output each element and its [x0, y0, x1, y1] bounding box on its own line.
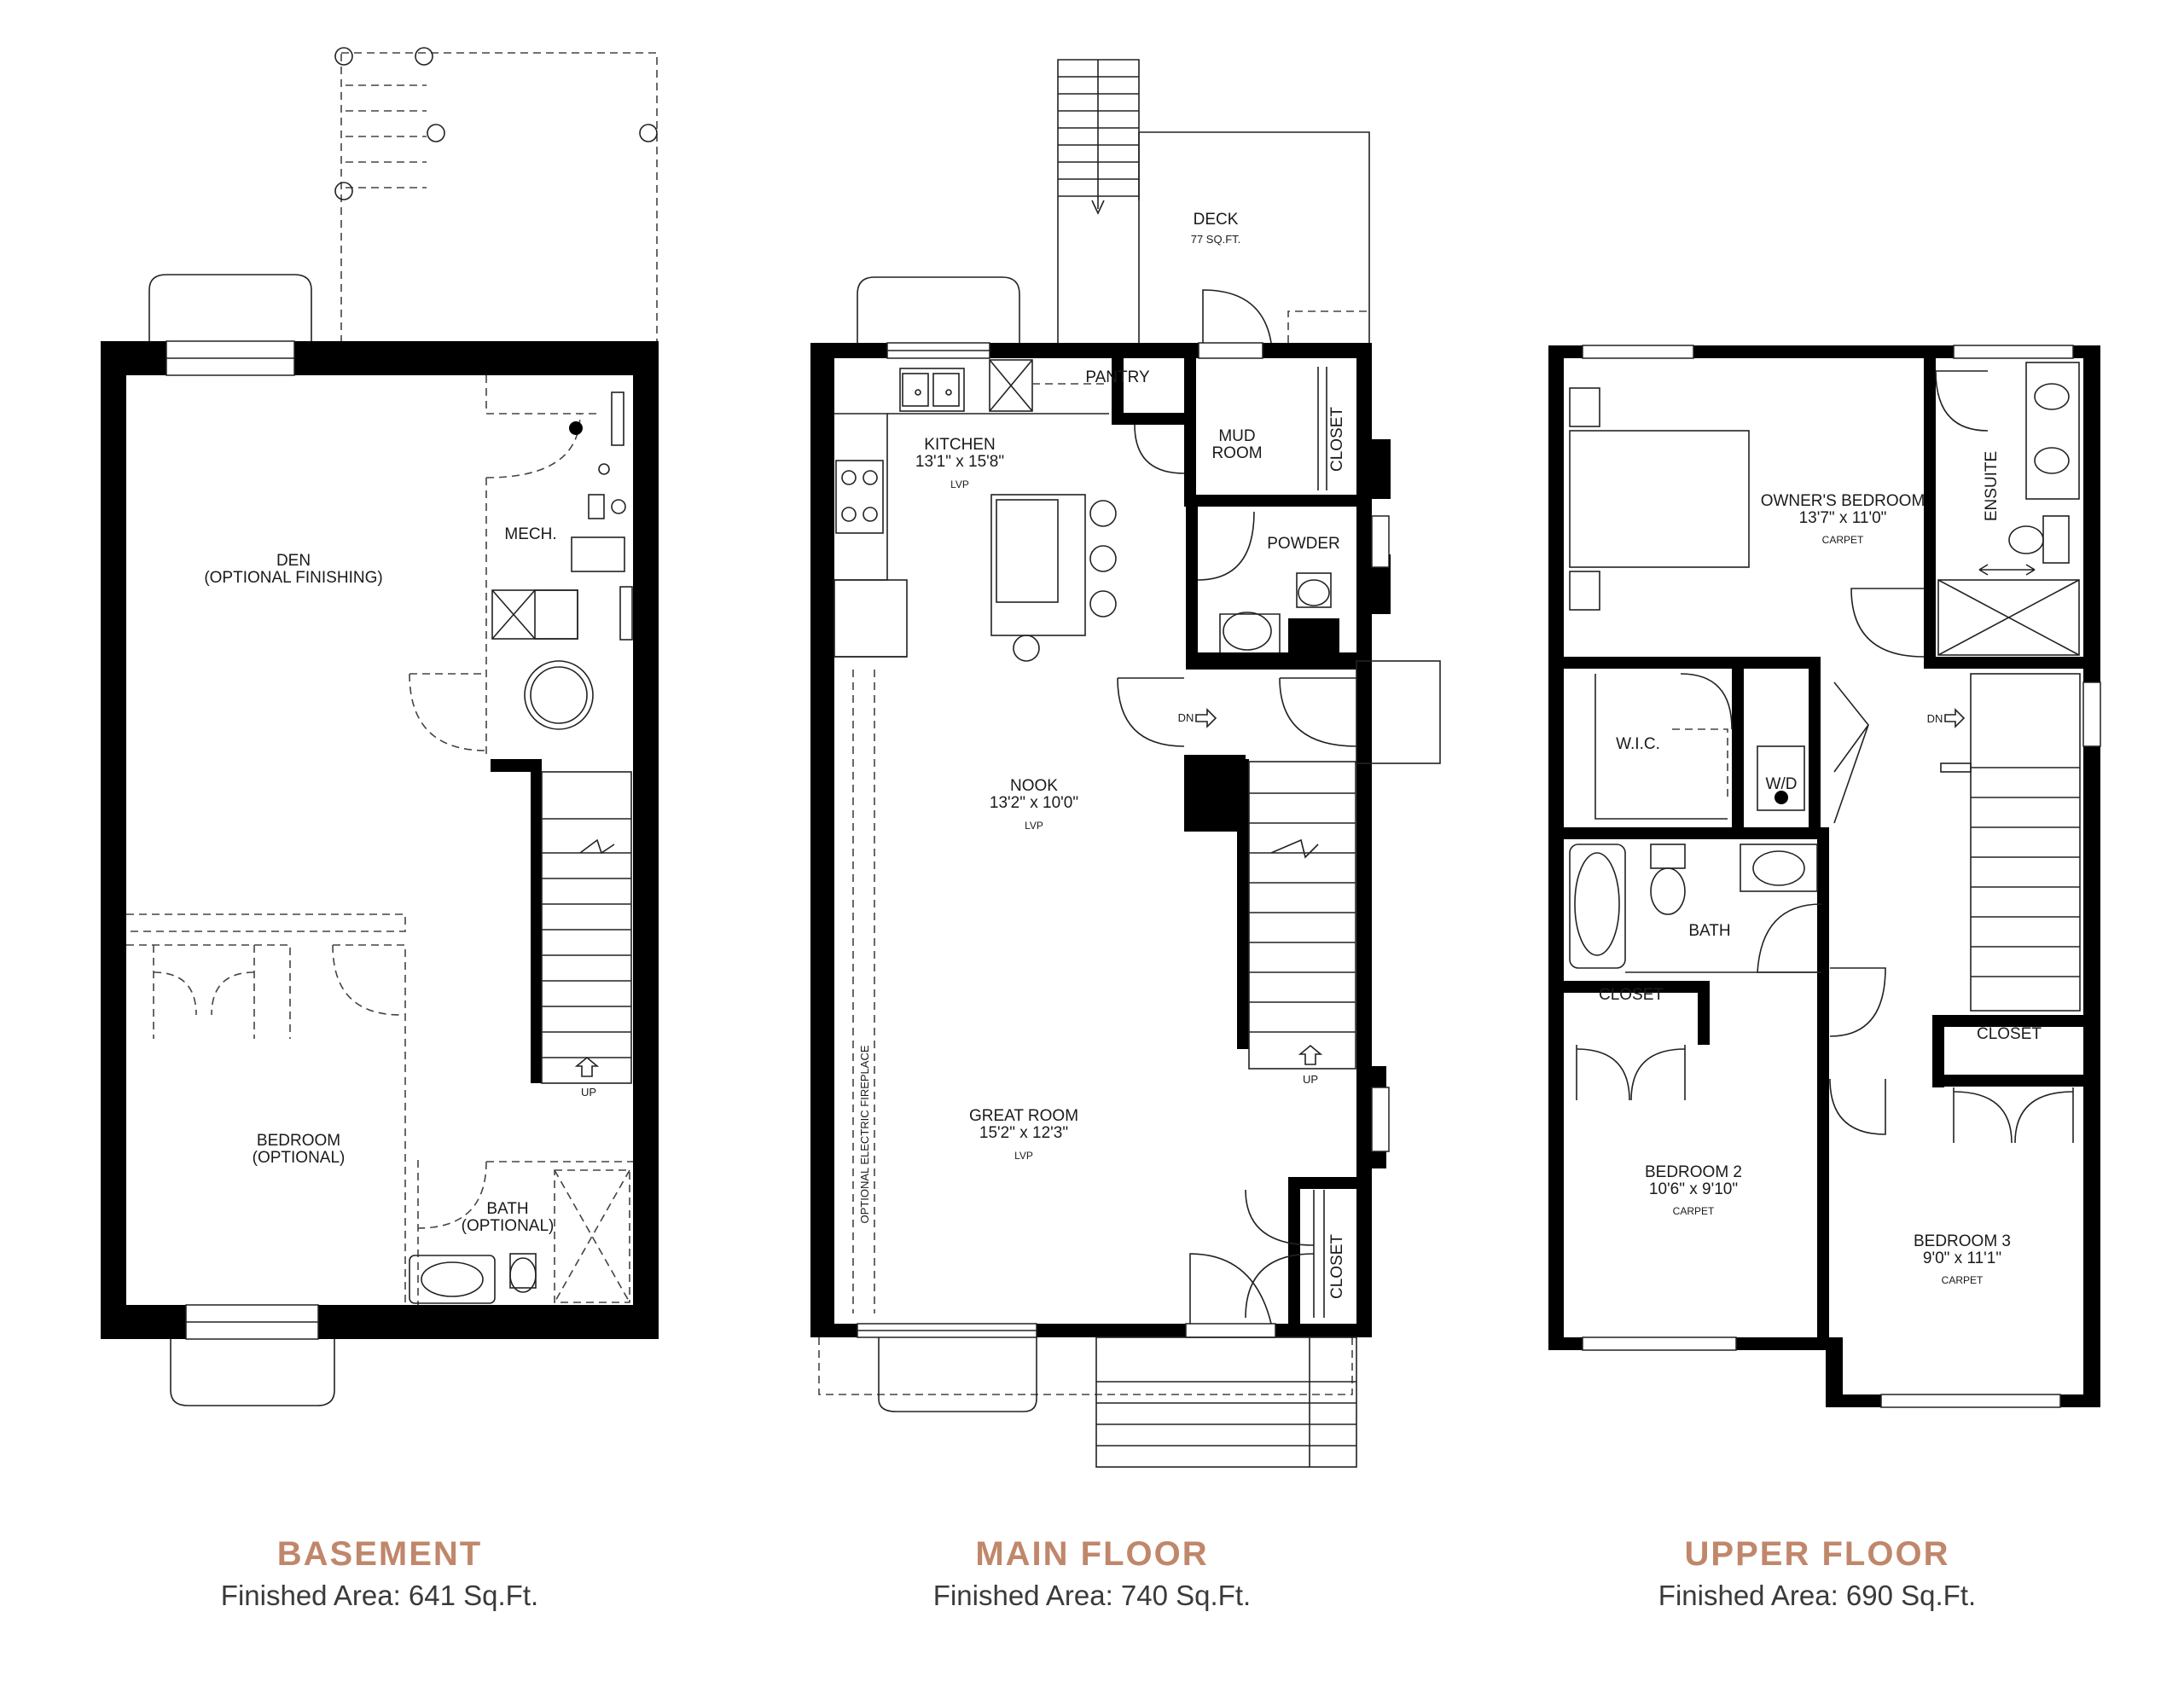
basement-stairs [542, 772, 631, 1083]
upper-floor-title: UPPER FLOOR [1684, 1535, 1950, 1573]
room-dim-nook: 13'2" x 10'0" [989, 794, 1079, 812]
main-floor-plan [810, 60, 1440, 1467]
basement-area: Finished Area: 641 Sq.Ft. [220, 1580, 539, 1611]
kitchen-counters [834, 360, 1109, 657]
room-label-laundry: W/D [1765, 775, 1798, 793]
upper-floor-plan [1548, 345, 2100, 1407]
fireplace-label: OPTIONAL ELECTRIC FIREPLACE [858, 1045, 871, 1224]
down-arrow-icon [1196, 710, 1216, 727]
window-well [171, 1337, 334, 1406]
stairs-up-label: UP [580, 1086, 597, 1099]
room-label-closet-bottom: CLOSET [1328, 1233, 1346, 1300]
room-label-closet-right: CLOSET [1976, 1025, 2042, 1043]
basement-plan [101, 48, 659, 1406]
owners-bed [1570, 388, 1749, 610]
room-label-closet-top: CLOSET [1328, 406, 1346, 473]
down-arrow-icon [1945, 710, 1964, 727]
room-fin-owners-bedroom: CARPET [1821, 534, 1864, 546]
basement-stair-wall [491, 759, 542, 1083]
front-porch [819, 1337, 1356, 1467]
room-dim-bedroom-3: 9'0" x 11'1" [1922, 1249, 2002, 1267]
stairs-down-label: DN [1177, 711, 1194, 724]
basement-title: BASEMENT [276, 1535, 483, 1573]
powder-room-fixtures [1198, 512, 1339, 652]
room-label-great-room: GREAT ROOM [968, 1107, 1079, 1125]
room-dim-owners-bedroom: 13'7" x 11'0" [1798, 509, 1887, 527]
room-label-bedroom-2: BEDROOM 2 [1644, 1163, 1743, 1181]
room-fin-bedroom-3: CARPET [1941, 1274, 1984, 1286]
room-area-deck: 77 SQ.FT. [1190, 233, 1241, 246]
main-floor-title: MAIN FLOOR [975, 1535, 1209, 1573]
room-label-kitchen: KITCHEN [924, 436, 996, 454]
room-dim-great-room: 15'2" x 12'3" [979, 1124, 1069, 1142]
basement-exterior-wall [101, 341, 659, 1339]
stairs-up-label: UP [1302, 1073, 1319, 1086]
room-label-mud: MUD [1218, 427, 1256, 445]
room-label-bath: BATH [1688, 922, 1731, 940]
main-floor-area: Finished Area: 740 Sq.Ft. [932, 1580, 1252, 1611]
room-dim-bedroom-2: 10'6" x 9'10" [1648, 1180, 1739, 1198]
room-label-den-sub: (OPTIONAL FINISHING) [204, 569, 383, 587]
room-label-mech: MECH. [504, 525, 557, 543]
room-label-bedroom: BEDROOM [256, 1132, 341, 1150]
room-label-bedroom-3: BEDROOM 3 [1913, 1232, 2012, 1250]
main-exterior-wall [810, 343, 1372, 1337]
room-label-bath: BATH [486, 1200, 529, 1218]
room-label-owners-bedroom: OWNER'S BEDROOM [1760, 492, 1926, 510]
window-well [149, 275, 311, 343]
room-fin-nook: LVP [1025, 820, 1043, 832]
deck [1058, 60, 1369, 343]
room-fin-bedroom-2: CARPET [1672, 1205, 1715, 1217]
room-label-closet-left: CLOSET [1598, 986, 1664, 1004]
up-arrow-icon [577, 1058, 597, 1076]
room-fin-great-room: LVP [1014, 1150, 1033, 1162]
room-label-nook: NOOK [1010, 777, 1058, 795]
room-label-ensuite: ENSUITE [1983, 450, 2001, 522]
upper-floor-stairs [1941, 674, 2080, 1011]
room-label-powder: POWDER [1267, 535, 1340, 553]
stairs-down-label: DN [1926, 712, 1943, 725]
main-floor-stairs [1249, 762, 1356, 1069]
room-dim-kitchen: 13'1" x 15'8" [915, 453, 1005, 471]
room-label-bath-sub: (OPTIONAL) [461, 1217, 555, 1235]
mechanical-room [410, 375, 632, 759]
room-label-pantry: PANTRY [1085, 368, 1150, 386]
optional-bedroom-outline [126, 914, 405, 1305]
upper-floor-area: Finished Area: 690 Sq.Ft. [1658, 1580, 1977, 1611]
up-arrow-icon [1300, 1046, 1321, 1064]
room-label-den: DEN [276, 552, 311, 570]
room-label-wic: W.I.C. [1616, 735, 1660, 753]
kitchen-island [991, 495, 1116, 661]
room-label-deck: DECK [1193, 211, 1239, 229]
room-fin-kitchen: LVP [950, 478, 969, 490]
window-well [857, 277, 1019, 343]
room-label-bedroom-sub: (OPTIONAL) [252, 1149, 346, 1167]
basement-deck-outline [335, 48, 657, 343]
room-label-mud-room: ROOM [1211, 444, 1263, 462]
